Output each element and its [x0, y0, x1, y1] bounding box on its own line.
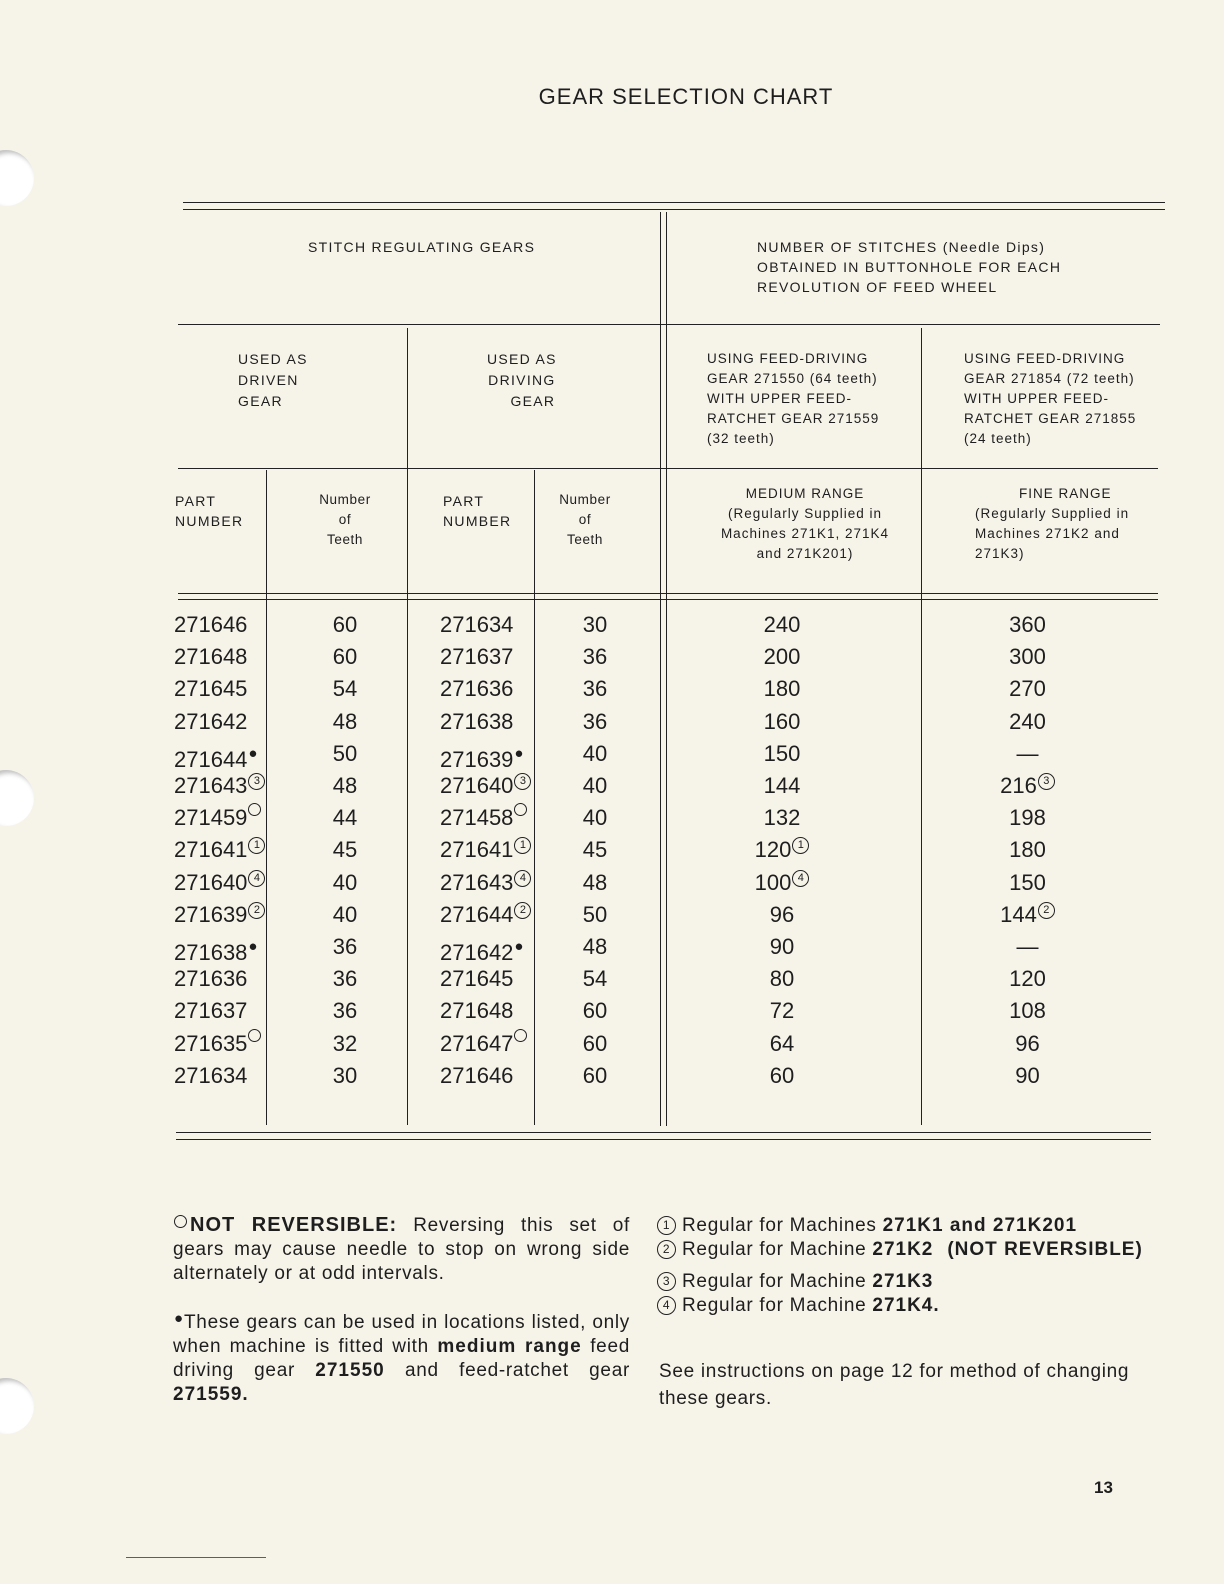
cell-value: 60	[769, 1062, 795, 1088]
cell-value: 108	[1009, 998, 1046, 1024]
cell-driving-teeth	[550, 1060, 640, 1092]
cell-fine-stitches	[970, 738, 1085, 770]
cell-value: 144	[1000, 901, 1037, 927]
cell-value: 271636	[174, 966, 248, 992]
cell-value: 271648	[174, 644, 248, 670]
bullet-dot-icon: ●	[174, 1310, 184, 1327]
note-medium-range-only: ●These gears can be used in locations listed, only when machine is fitted with medium range feed driving gear 271550 and feed-ratchet gear 271559.	[173, 1310, 630, 1405]
header-stitches-obtained: NUMBER OF STITCHES (Needle Dips) OBTAINED IN BUTTONHOLE FOR EACH REVOLUTION OF FEED WHEEL	[757, 239, 1062, 295]
cell-driving-teeth	[550, 1028, 640, 1060]
cell-driven-teeth	[300, 867, 390, 899]
cell-driven-part	[174, 802, 269, 834]
header-driving-gear: USED AS DRIVING GEAR	[487, 351, 557, 409]
cell-value: 40	[332, 869, 358, 895]
cell-value: 48	[332, 708, 358, 734]
cell-driving-part	[440, 1060, 535, 1092]
cell-driven-teeth	[300, 738, 390, 770]
cell-value: 100	[754, 869, 792, 895]
legend-item: 4 Regular for Machine 271K4.	[656, 1294, 1176, 1318]
cell-value: 150	[763, 740, 801, 766]
cell-driving-teeth	[550, 770, 640, 802]
cell-value: 271458	[440, 805, 514, 831]
circled-number-icon: 1	[514, 837, 531, 854]
cell-value: 120	[754, 837, 792, 863]
cell-driving-teeth	[550, 931, 640, 963]
cell-value: 240	[763, 612, 801, 637]
edge-line	[126, 1557, 266, 1558]
legend-item: 3 Regular for Machine 271K3	[656, 1270, 1176, 1294]
circled-number-icon: 2	[1038, 902, 1055, 919]
cell-value: 32	[332, 1030, 358, 1056]
cell-driven-teeth	[300, 641, 390, 673]
cell-value: 96	[1015, 1030, 1040, 1056]
cell-value: 271640	[440, 773, 514, 798]
cell-value: 132	[763, 805, 801, 831]
cell-medium-stitches	[722, 867, 842, 899]
cell-value: 271645	[174, 676, 248, 702]
cell-driving-teeth	[550, 963, 640, 995]
cell-value: 90	[769, 934, 795, 959]
cell-fine-stitches	[970, 995, 1085, 1027]
cell-value: 160	[763, 708, 801, 734]
header-driving-part-number: PART NUMBER	[443, 493, 512, 529]
not-reversible-icon	[248, 1029, 261, 1042]
cell-value: 271643	[440, 869, 514, 895]
cell-fine-stitches	[970, 931, 1085, 963]
cell-value: 271648	[440, 998, 514, 1024]
circled-number-icon: 3	[248, 773, 265, 790]
cell-value: —	[1016, 934, 1039, 959]
cell-driven-part	[174, 899, 269, 931]
cell-value: 271634	[174, 1062, 248, 1088]
cell-driving-teeth	[550, 673, 640, 705]
cell-value: 271645	[440, 966, 514, 992]
cell-driving-part	[440, 738, 535, 770]
cell-driven-teeth	[300, 1060, 390, 1092]
cell-driven-part	[174, 963, 269, 995]
cell-value: 40	[582, 805, 608, 831]
cell-driven-part	[174, 834, 269, 866]
circled-number-icon: 1	[792, 837, 809, 854]
cell-medium-stitches	[722, 931, 842, 963]
cell-driving-part	[440, 673, 535, 705]
cell-value: 44	[332, 805, 358, 831]
circled-number-icon: 2	[514, 902, 531, 919]
legend	[656, 1214, 1176, 1318]
cell-value: 48	[582, 869, 608, 895]
medium-range-dot-icon: ●	[248, 744, 258, 762]
cell-value: 271641	[440, 837, 514, 863]
cell-fine-stitches	[970, 963, 1085, 995]
circled-number-icon: 4	[514, 870, 531, 887]
cell-driven-teeth	[300, 899, 390, 931]
cell-driving-part	[440, 867, 535, 899]
binder-hole	[0, 1378, 34, 1434]
cell-value: 60	[582, 1062, 608, 1088]
cell-fine-stitches	[970, 1028, 1085, 1060]
circled-number-icon: 1	[248, 837, 265, 854]
cell-driving-part	[440, 834, 535, 866]
cell-value: 271640	[174, 869, 248, 895]
cell-driven-part	[174, 931, 269, 963]
cell-medium-stitches	[722, 1060, 842, 1092]
cell-value: 30	[582, 612, 608, 637]
cell-value: 271642	[174, 708, 248, 734]
circled-number-icon: 4	[792, 870, 809, 887]
cell-driving-part	[440, 1028, 535, 1060]
cell-value: 40	[332, 901, 358, 927]
header-driven-gear: USED AS DRIVEN GEAR	[238, 351, 308, 409]
cell-driven-part	[174, 770, 269, 802]
cell-driving-part	[440, 706, 535, 738]
header-driven-part-number: PART NUMBER	[175, 493, 244, 529]
cell-driven-part	[174, 1028, 269, 1060]
cell-driven-part	[174, 738, 269, 770]
note-not-reversible: NOT REVERSIBLE: Reversing this set of gears may cause needle to stop on wrong side alternately or at odd intervals.	[173, 1214, 630, 1284]
cell-value: 144	[763, 773, 801, 798]
cell-fine-stitches	[970, 641, 1085, 673]
cell-driving-teeth	[550, 802, 640, 834]
cell-medium-stitches	[722, 609, 842, 641]
cell-value: 271647	[440, 1030, 514, 1056]
cell-value: 60	[332, 644, 358, 670]
cell-value: 271643	[174, 773, 248, 798]
cell-driving-teeth	[550, 706, 640, 738]
cell-value: 60	[582, 1030, 608, 1056]
cell-value: 240	[1009, 708, 1046, 734]
cell-fine-stitches	[970, 770, 1085, 802]
cell-driving-teeth	[550, 899, 640, 931]
cell-value: 180	[763, 676, 801, 702]
cell-driven-teeth	[300, 673, 390, 705]
cell-value: 36	[582, 676, 608, 702]
cell-driven-teeth	[300, 802, 390, 834]
cell-driven-teeth	[300, 963, 390, 995]
cell-medium-stitches	[722, 770, 842, 802]
circled-1-icon: 1	[657, 1216, 676, 1235]
cell-value: 50	[332, 740, 358, 766]
cell-value: 45	[332, 837, 358, 863]
cell-value: 271634	[440, 612, 514, 637]
cell-driven-part	[174, 609, 269, 641]
cell-value: 271646	[174, 612, 248, 637]
cell-value: 271639	[440, 746, 514, 772]
cell-driven-teeth	[300, 609, 390, 641]
legend-item: 2 Regular for Machine 271K2 (NOT REVERSIBLE)	[656, 1238, 1176, 1262]
cell-value: 150	[1009, 869, 1046, 895]
cell-fine-stitches	[970, 867, 1085, 899]
cell-medium-stitches	[722, 802, 842, 834]
cell-value: 90	[1015, 1062, 1040, 1088]
cell-driven-part	[174, 867, 269, 899]
cell-driving-part	[440, 995, 535, 1027]
cell-value: 48	[332, 773, 358, 798]
cell-value: 54	[332, 676, 358, 702]
cell-driving-part	[440, 609, 535, 641]
circled-number-icon: 3	[1038, 773, 1055, 790]
cell-medium-stitches	[722, 995, 842, 1027]
cell-value: —	[1016, 740, 1039, 766]
cell-value: 40	[582, 740, 608, 766]
cell-driving-teeth	[550, 834, 640, 866]
cell-medium-stitches	[722, 1028, 842, 1060]
page-number: 13	[1094, 1478, 1113, 1497]
note-see-instructions: See instructions on page 12 for method of changing these gears.	[659, 1361, 1130, 1409]
cell-driving-part	[440, 931, 535, 963]
not-reversible-icon	[248, 803, 261, 816]
medium-range-dot-icon: ●	[514, 938, 524, 955]
cell-driven-teeth	[300, 834, 390, 866]
cell-driven-teeth	[300, 1028, 390, 1060]
cell-value: 54	[582, 966, 608, 992]
cell-value: 36	[582, 708, 608, 734]
cell-value: 271644	[174, 746, 248, 772]
cell-value: 40	[582, 773, 608, 798]
binder-hole	[0, 770, 34, 826]
cell-fine-stitches	[970, 802, 1085, 834]
not-reversible-icon	[514, 803, 527, 816]
header-fine-range: FINE RANGE (Regularly Supplied in Machines 271K2 and 271K3)	[975, 486, 1130, 561]
cell-fine-stitches	[970, 706, 1085, 738]
header-medium-range: MEDIUM RANGE (Regularly Supplied in Machines 271K1, 271K4 and 271K201)	[720, 486, 890, 561]
cell-value: 271459	[174, 805, 248, 831]
cell-driving-teeth	[550, 867, 640, 899]
cell-value: 271637	[174, 998, 248, 1024]
cell-medium-stitches	[722, 706, 842, 738]
cell-driving-teeth	[550, 609, 640, 641]
circled-3-icon: 3	[657, 1272, 676, 1291]
cell-value: 80	[769, 966, 795, 992]
cell-medium-stitches	[722, 834, 842, 866]
circled-number-icon: 4	[248, 870, 265, 887]
cell-value: 270	[1009, 676, 1046, 702]
cell-value: 72	[769, 998, 795, 1024]
page-title: GEAR SELECTION CHART	[538, 84, 834, 109]
cell-driving-part	[440, 641, 535, 673]
cell-driven-part	[174, 641, 269, 673]
cell-fine-stitches	[970, 609, 1085, 641]
not-reversible-icon	[514, 1029, 527, 1042]
cell-driven-part	[174, 1060, 269, 1092]
header-driven-teeth: Number of Teeth	[319, 492, 371, 547]
cell-driven-teeth	[300, 770, 390, 802]
cell-driven-part	[174, 995, 269, 1027]
cell-driving-part	[440, 770, 535, 802]
cell-value: 36	[332, 998, 358, 1024]
cell-value: 271639	[174, 901, 248, 927]
header-medium-gear: USING FEED-DRIVING GEAR 271550 (64 teeth) WITH UPPER FEED- RATCHET GEAR 271559 (32 teeth)	[707, 351, 880, 446]
cell-value: 50	[582, 901, 608, 927]
cell-value: 271635	[174, 1030, 248, 1056]
cell-driving-teeth	[550, 738, 640, 770]
cell-value: 36	[582, 644, 608, 670]
cell-driving-teeth	[550, 641, 640, 673]
circled-2-icon: 2	[657, 1240, 676, 1259]
cell-fine-stitches	[970, 1060, 1085, 1092]
cell-fine-stitches	[970, 673, 1085, 705]
cell-value: 360	[1009, 612, 1046, 637]
cell-value: 271642	[440, 940, 514, 965]
cell-value: 36	[332, 934, 358, 959]
cell-value: 120	[1009, 966, 1046, 992]
cell-value: 271638	[174, 940, 248, 965]
cell-value: 30	[332, 1062, 358, 1088]
cell-value: 60	[332, 612, 358, 637]
circled-number-icon: 3	[514, 773, 531, 790]
header-driving-teeth: Number of Teeth	[559, 492, 611, 547]
cell-value: 60	[582, 998, 608, 1024]
header-stitch-regulating: STITCH REGULATING GEARS	[308, 239, 536, 255]
cell-value: 216	[1000, 773, 1037, 798]
cell-value: 271638	[440, 708, 514, 734]
cell-value: 271644	[440, 901, 514, 927]
cell-value: 45	[582, 837, 608, 863]
cell-driven-teeth	[300, 706, 390, 738]
cell-driving-part	[440, 899, 535, 931]
circled-number-icon: 2	[248, 902, 265, 919]
not-reversible-icon	[174, 1215, 187, 1228]
cell-driven-teeth	[300, 995, 390, 1027]
cell-driving-teeth	[550, 995, 640, 1027]
cell-medium-stitches	[722, 673, 842, 705]
cell-value: 271646	[440, 1062, 514, 1088]
cell-value: 180	[1009, 837, 1046, 863]
cell-value: 36	[332, 966, 358, 992]
cell-medium-stitches	[722, 963, 842, 995]
cell-value: 64	[769, 1030, 795, 1056]
cell-value: 96	[769, 901, 795, 927]
cell-value: 48	[582, 934, 608, 959]
cell-driven-part	[174, 706, 269, 738]
cell-driving-part	[440, 963, 535, 995]
cell-medium-stitches	[722, 899, 842, 931]
cell-fine-stitches	[970, 834, 1085, 866]
medium-range-dot-icon: ●	[514, 744, 524, 762]
cell-medium-stitches	[722, 641, 842, 673]
legend-item: 1 Regular for Machines 271K1 and 271K201	[656, 1214, 1176, 1238]
cell-value: 271641	[174, 837, 248, 863]
cell-driving-part	[440, 802, 535, 834]
cell-value: 198	[1009, 805, 1046, 831]
cell-driven-teeth	[300, 931, 390, 963]
cell-value: 300	[1009, 644, 1046, 670]
cell-value: 200	[763, 644, 801, 670]
medium-range-dot-icon: ●	[248, 938, 258, 955]
cell-value: 271637	[440, 644, 514, 670]
cell-medium-stitches	[722, 738, 842, 770]
header-fine-gear: USING FEED-DRIVING GEAR 271854 (72 teeth) WITH UPPER FEED- RATCHET GEAR 271855 (24 teeth)	[964, 351, 1137, 446]
binder-hole	[0, 150, 34, 206]
cell-fine-stitches	[970, 899, 1085, 931]
cell-value: 271636	[440, 676, 514, 702]
circled-4-icon: 4	[657, 1296, 676, 1315]
cell-driven-part	[174, 673, 269, 705]
